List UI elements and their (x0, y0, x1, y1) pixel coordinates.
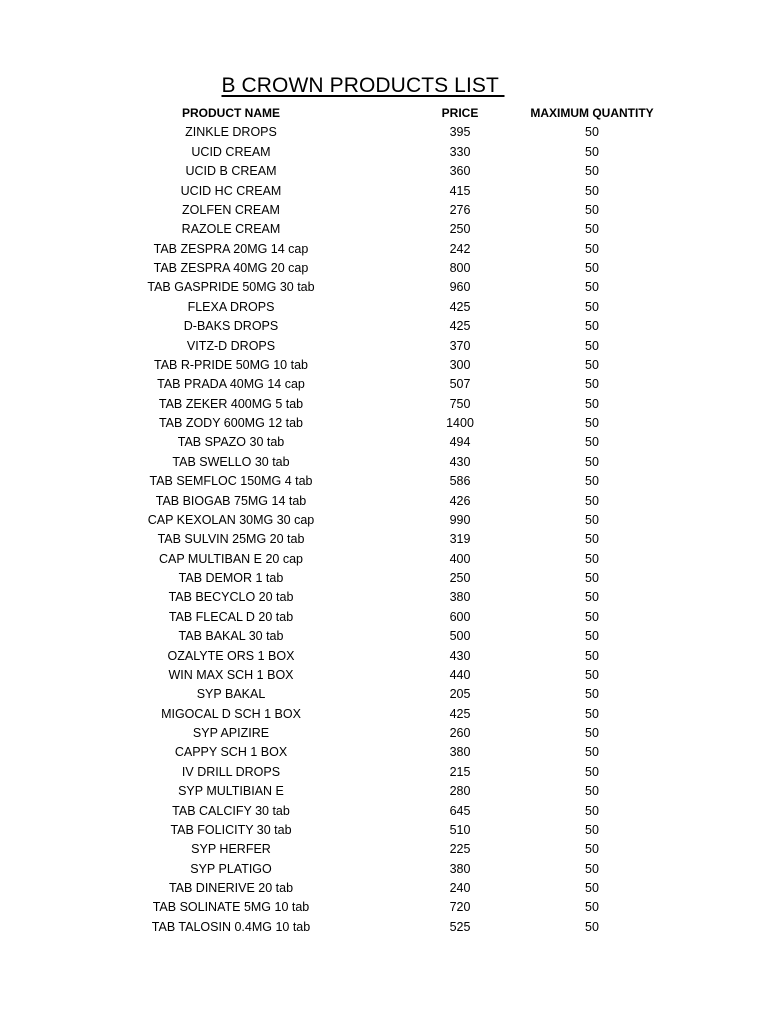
maximum-quantity-cell: 50 (585, 706, 599, 721)
table-row (0, 259, 768, 278)
table-row (0, 472, 768, 491)
price-cell: 960 (449, 280, 471, 295)
maximum-quantity-cell: 50 (585, 629, 599, 644)
maximum-quantity-cell: 50 (585, 202, 599, 217)
maximum-quantity-cell: 50 (585, 474, 599, 489)
product-name-cell: UCID CREAM (191, 144, 271, 159)
product-name-cell: VITZ-D DROPS (186, 338, 276, 353)
product-name-cell: TAB BECYCLO 20 tab (168, 590, 294, 605)
product-name-cell: TAB PRADA 40MG 14 cap (157, 377, 305, 392)
table-row (0, 550, 768, 569)
product-name-cell: TAB BIOGAB 75MG 14 tab (155, 493, 307, 508)
price-cell: 380 (449, 861, 471, 876)
column-header-price: PRICE (441, 106, 479, 120)
price-cell: 425 (449, 319, 471, 334)
price-cell: 250 (449, 222, 471, 237)
table-row (0, 123, 768, 142)
product-name-cell: CAPPY SCH 1 BOX (174, 745, 288, 760)
maximum-quantity-cell: 50 (585, 532, 599, 547)
price-cell: 225 (449, 842, 471, 857)
table-row (0, 492, 768, 511)
table-row (0, 840, 768, 859)
product-name-cell: TAB FOLICITY 30 tab (170, 822, 292, 837)
product-name-cell: SYP APIZIRE (192, 726, 270, 740)
price-cell: 260 (449, 726, 471, 740)
table-row (0, 724, 768, 743)
table-row (0, 220, 768, 239)
table-row (0, 356, 768, 375)
price-cell: 645 (449, 803, 471, 818)
maximum-quantity-cell: 50 (585, 726, 599, 740)
table-row (0, 860, 768, 879)
table-row (0, 705, 768, 724)
product-name-cell: TAB SWELLO 30 tab (172, 454, 290, 469)
product-name-cell: TAB BAKAL 30 tab (178, 629, 284, 644)
table-row (0, 569, 768, 588)
table-header (0, 104, 768, 123)
maximum-quantity-cell: 50 (585, 842, 599, 857)
product-name-cell: TAB GASPRIDE 50MG 30 tab (147, 280, 315, 295)
maximum-quantity-cell: 50 (585, 377, 599, 392)
price-cell: 440 (449, 667, 471, 682)
price-cell: 300 (449, 357, 471, 372)
product-name-cell: TAB DINERIVE 20 tab (168, 881, 294, 895)
product-name-cell: SYP MULTIBIAN E (178, 784, 284, 799)
price-cell: 280 (449, 784, 471, 799)
maximum-quantity-cell: 50 (585, 900, 599, 915)
maximum-quantity-cell: 50 (585, 261, 599, 275)
table-row (0, 898, 768, 917)
price-cell: 586 (449, 474, 471, 489)
price-cell: 525 (449, 919, 471, 934)
product-name-cell: CAP MULTIBAN E 20 cap (158, 551, 304, 566)
table-row (0, 802, 768, 821)
product-name-cell: TAB ZODY 600MG 12 tab (158, 416, 304, 430)
product-name-cell: TAB DEMOR 1 tab (178, 571, 284, 585)
product-name-cell: TAB ZEKER 400MG 5 tab (158, 396, 304, 411)
table-row (0, 821, 768, 840)
maximum-quantity-cell: 50 (585, 861, 599, 876)
price-cell: 430 (449, 454, 471, 469)
maximum-quantity-cell: 50 (585, 299, 599, 314)
price-cell: 276 (449, 202, 471, 217)
table-row (0, 685, 768, 704)
maximum-quantity-cell: 50 (585, 784, 599, 799)
maximum-quantity-cell: 50 (585, 183, 599, 198)
price-cell: 500 (449, 629, 471, 644)
product-name-cell: TAB SEMFLOC 150MG 4 tab (149, 474, 313, 489)
price-cell: 720 (449, 900, 471, 915)
maximum-quantity-cell: 50 (585, 881, 599, 895)
table-row (0, 317, 768, 336)
price-cell: 750 (449, 396, 471, 411)
price-cell: 600 (449, 609, 471, 624)
table-row (0, 763, 768, 782)
maximum-quantity-cell: 50 (585, 648, 599, 663)
maximum-quantity-cell: 50 (585, 396, 599, 411)
table-row (0, 433, 768, 452)
maximum-quantity-cell: 50 (585, 241, 599, 256)
price-cell: 510 (449, 822, 471, 837)
maximum-quantity-cell: 50 (585, 454, 599, 469)
table-row (0, 879, 768, 898)
product-name-cell: IV DRILL DROPS (181, 764, 281, 779)
product-name-cell: SYP PLATIGO (190, 861, 272, 876)
table-row (0, 201, 768, 220)
table-row (0, 278, 768, 297)
table-row (0, 453, 768, 472)
maximum-quantity-cell: 50 (585, 144, 599, 159)
product-name-cell: D-BAKS DROPS (183, 319, 279, 334)
page-title: B CROWN PRODUCTS LIST (221, 74, 505, 97)
maximum-quantity-cell: 50 (585, 164, 599, 179)
product-name-cell: TAB R-PRIDE 50MG 10 tab (154, 357, 308, 372)
product-name-cell: TAB SULVIN 25MG 20 tab (157, 532, 305, 547)
price-cell: 507 (449, 377, 471, 392)
maximum-quantity-cell: 50 (585, 551, 599, 566)
price-cell: 494 (449, 435, 471, 450)
column-header-maximum-quantity: MAXIMUM QUANTITY (530, 106, 654, 120)
table-row (0, 182, 768, 201)
maximum-quantity-cell: 50 (585, 222, 599, 237)
price-cell: 415 (449, 183, 471, 198)
maximum-quantity-cell: 50 (585, 803, 599, 818)
price-cell: 330 (449, 144, 471, 159)
maximum-quantity-cell: 50 (585, 435, 599, 450)
maximum-quantity-cell: 50 (585, 416, 599, 430)
table-row (0, 162, 768, 181)
table-row (0, 530, 768, 549)
table-row (0, 143, 768, 162)
maximum-quantity-cell: 50 (585, 764, 599, 779)
column-header-product-name: PRODUCT NAME (182, 106, 280, 120)
table-row (0, 298, 768, 317)
table-row (0, 337, 768, 356)
price-cell: 240 (449, 881, 471, 895)
product-name-cell: TAB SOLINATE 5MG 10 tab (152, 900, 310, 915)
product-name-cell: OZALYTE ORS 1 BOX (167, 648, 295, 663)
maximum-quantity-cell: 50 (585, 822, 599, 837)
price-cell: 250 (449, 571, 471, 585)
price-cell: 425 (449, 706, 471, 721)
price-cell: 360 (449, 164, 471, 179)
maximum-quantity-cell: 50 (585, 745, 599, 760)
table-row (0, 743, 768, 762)
product-name-cell: SYP BAKAL (196, 687, 266, 702)
price-cell: 400 (449, 551, 471, 566)
price-cell: 430 (449, 648, 471, 663)
product-name-cell: TAB CALCIFY 30 tab (172, 803, 290, 818)
table-row (0, 647, 768, 666)
maximum-quantity-cell: 50 (585, 280, 599, 295)
price-cell: 426 (449, 493, 471, 508)
table-row (0, 666, 768, 685)
table-row (0, 511, 768, 530)
products-table (0, 104, 768, 937)
product-name-cell: ZINKLE DROPS (185, 125, 277, 140)
maximum-quantity-cell: 50 (585, 125, 599, 140)
table-row (0, 627, 768, 646)
maximum-quantity-cell: 50 (585, 357, 599, 372)
product-name-cell: ZOLFEN CREAM (182, 202, 280, 217)
product-name-cell: CAP KEXOLAN 30MG 30 cap (147, 512, 315, 527)
price-cell: 425 (449, 299, 471, 314)
product-name-cell: UCID HC CREAM (180, 183, 282, 198)
maximum-quantity-cell: 50 (585, 667, 599, 682)
maximum-quantity-cell: 50 (585, 319, 599, 334)
product-name-cell: MIGOCAL D SCH 1 BOX (161, 706, 301, 721)
maximum-quantity-cell: 50 (585, 571, 599, 585)
maximum-quantity-cell: 50 (585, 687, 599, 702)
price-cell: 990 (449, 512, 471, 527)
product-name-cell: WIN MAX SCH 1 BOX (168, 667, 294, 682)
product-name-cell: UCID B CREAM (185, 164, 277, 179)
product-name-cell: TAB SPAZO 30 tab (177, 435, 285, 450)
price-cell: 395 (449, 125, 471, 140)
table-row (0, 395, 768, 414)
product-name-cell: SYP HERFER (191, 842, 271, 857)
price-cell: 215 (449, 764, 471, 779)
table-row (0, 918, 768, 937)
maximum-quantity-cell: 50 (585, 919, 599, 934)
price-cell: 242 (449, 241, 471, 256)
maximum-quantity-cell: 50 (585, 512, 599, 527)
product-name-cell: RAZOLE CREAM (181, 222, 281, 237)
table-row (0, 782, 768, 801)
product-name-cell: TAB ZESPRA 20MG 14 cap (153, 241, 309, 256)
maximum-quantity-cell: 50 (585, 609, 599, 624)
maximum-quantity-cell: 50 (585, 493, 599, 508)
maximum-quantity-cell: 50 (585, 590, 599, 605)
table-row (0, 608, 768, 627)
price-cell: 380 (449, 745, 471, 760)
price-cell: 370 (449, 338, 471, 353)
table-row (0, 588, 768, 607)
product-name-cell: FLEXA DROPS (187, 299, 275, 314)
maximum-quantity-cell: 50 (585, 338, 599, 353)
price-cell: 380 (449, 590, 471, 605)
price-cell: 800 (449, 261, 471, 275)
product-name-cell: TAB FLECAL D 20 tab (168, 609, 294, 624)
price-cell: 319 (449, 532, 471, 547)
table-row (0, 240, 768, 259)
table-row (0, 414, 768, 433)
price-cell: 205 (449, 687, 471, 702)
product-name-cell: TAB TALOSIN 0.4MG 10 tab (151, 919, 311, 934)
table-row (0, 375, 768, 394)
price-cell: 1400 (446, 416, 474, 430)
product-name-cell: TAB ZESPRA 40MG 20 cap (153, 261, 309, 275)
table-body (0, 123, 768, 937)
